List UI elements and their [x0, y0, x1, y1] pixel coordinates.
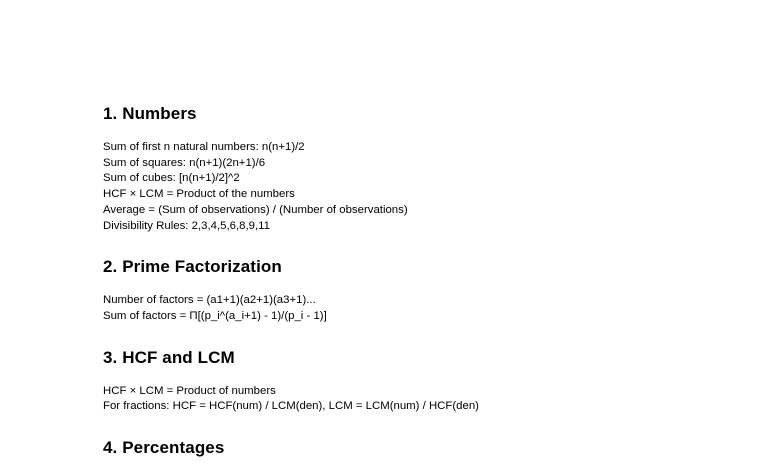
formula-line: Average = (Sum of observations) / (Number of observations) [103, 203, 408, 216]
section-title: 3. HCF and LCM [103, 347, 235, 367]
section-numbers [103, 104, 763, 234]
section-percentages [103, 438, 763, 458]
formula-line: HCF × LCM = Product of the numbers [103, 188, 295, 201]
formula-line: Sum of squares: n(n+1)(2n+1)/6 [103, 156, 266, 169]
formula-line: Sum of cubes: [n(n+1)/2]^2 [103, 172, 240, 185]
formula-list [103, 140, 763, 234]
section-title: 1. Numbers [103, 104, 197, 123]
formula-line: Sum of factors = Π[(p_i^(a_i+1) - 1)/(p_i - 1)] [103, 309, 327, 322]
document-page [103, 104, 763, 474]
formula-line: Number of factors = (a1+1)(a2+1)(a3+1)... [103, 294, 316, 307]
formula-list [103, 384, 763, 415]
formula-line: HCF × LCM = Product of numbers [103, 384, 276, 397]
section-prime-factorization [103, 257, 763, 324]
section-title: 4. Percentages [103, 438, 225, 458]
section-title: 2. Prime Factorization [103, 257, 282, 277]
formula-list [103, 293, 763, 324]
section-hcf-lcm [103, 348, 763, 415]
formula-line: Sum of first n natural numbers: n(n+1)/2 [103, 141, 305, 153]
formula-line: Divisibility Rules: 2,3,4,5,6,8,9,11 [103, 219, 270, 232]
formula-line: For fractions: HCF = HCF(num) / LCM(den), LCM = LCM(num) / HCF(den) [103, 400, 479, 413]
